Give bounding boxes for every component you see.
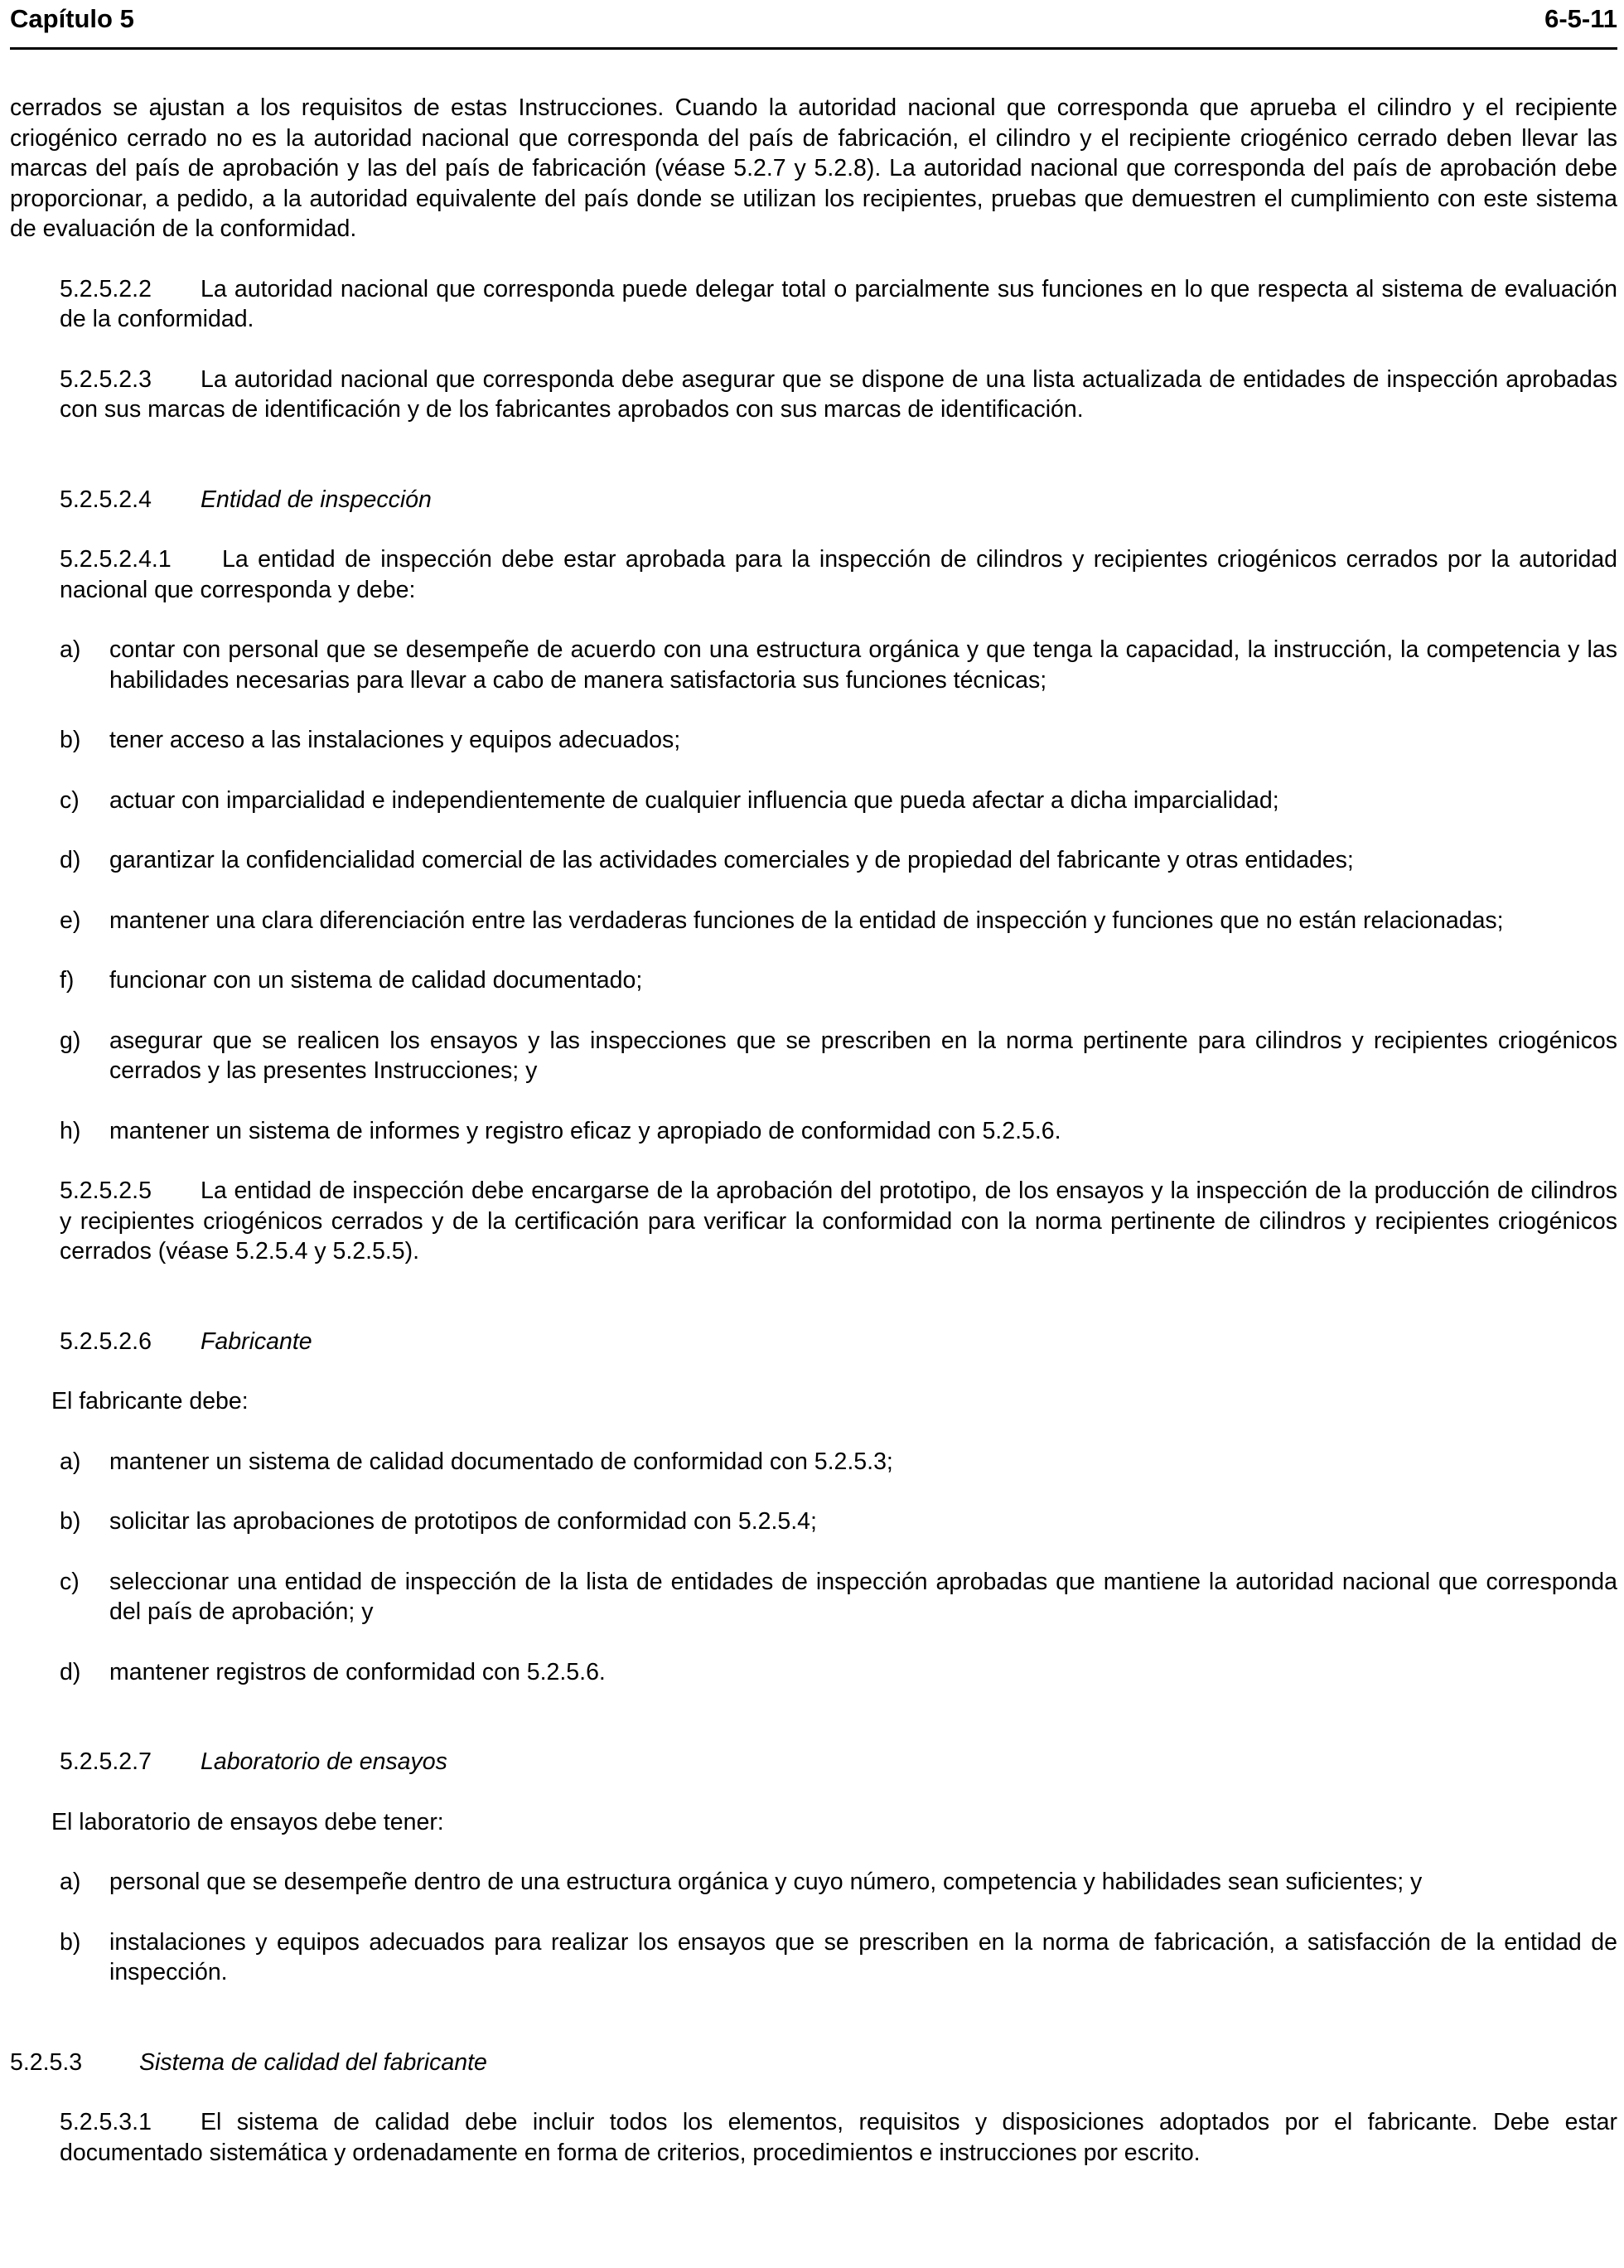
section-number: 5.2.5.2.7: [60, 1748, 152, 1775]
list-text: tener acceso a las instalaciones y equipos adecuados;: [109, 727, 681, 753]
paragraph-5-2-5-2-3: [10, 365, 1617, 425]
list-item: [10, 725, 1617, 756]
heading-5-2-5-2-4: [10, 485, 1617, 515]
section-number: 5.2.5.3: [10, 2048, 83, 2076]
list-item: [10, 1927, 1617, 1988]
list-label: g): [60, 1027, 81, 1054]
chapter-label: Capítulo 5: [10, 4, 134, 33]
list-item: [10, 786, 1617, 816]
section-number: 5.2.5.2.4: [60, 486, 152, 513]
list-item: [10, 965, 1617, 996]
list-label: b): [60, 1928, 81, 1956]
list-laboratory-requirements: [10, 1867, 1617, 1988]
list-label: a): [60, 1869, 81, 1895]
section-title: Entidad de inspección: [201, 486, 432, 513]
list-item: [10, 1567, 1617, 1627]
list-label: a): [60, 1448, 81, 1475]
list-item: [10, 1867, 1617, 1898]
list-text: mantener un sistema de calidad documentado de conformidad con 5.2.5.3;: [109, 1448, 893, 1475]
heading-5-2-5-3: [10, 2048, 1617, 2078]
list-label: f): [60, 967, 75, 994]
list-item: [10, 1447, 1617, 1477]
list-inspection-requirements: [10, 635, 1617, 1146]
paragraph-text: El sistema de calidad debe incluir todos los elementos, requisitos y disposiciones adoptados por el fabricante. Debe estar documentado sistemática y ordenadamente en forma de criterios, procedimientos e instrucciones por escrito.: [60, 2109, 1617, 2166]
heading-5-2-5-2-7: [10, 1747, 1617, 1777]
section-number: 5.2.5.2.2: [60, 275, 152, 302]
list-item: [10, 845, 1617, 876]
list-label: c): [60, 1568, 80, 1595]
list-label: e): [60, 907, 81, 934]
paragraph-5-2-5-2-4-1: [10, 544, 1617, 605]
list-text: actuar con imparcialidad e independientemente de cualquier influencia que pueda afectar a dicha imparcialidad;: [109, 786, 1279, 814]
section-number: 5.2.5.2.6: [60, 1327, 152, 1355]
list-label: b): [60, 727, 81, 753]
section-number: 5.2.5.2.4.1: [60, 546, 172, 573]
paragraph-5-2-5-2-5: [10, 1176, 1617, 1267]
list-item: [10, 1657, 1617, 1688]
list-item: [10, 1116, 1617, 1147]
list-text: solicitar las aprobaciones de prototipos de conformidad con 5.2.5.4;: [109, 1508, 817, 1535]
paragraph-5-2-5-3-1: [10, 2107, 1617, 2168]
intro-paragraph: cerrados se ajustan a los requisitos de estas Instrucciones. Cuando la autoridad nacional que corresponda que aprueba el cilindro y el recipiente criogénico cerrado no es la autoridad nacional que corresponda del país de fabricación, el cilindro y el recipiente criogénico cerrado deben llevar las marcas del país de aprobación y las del país de fabricación (véase 5.2.7 y 5.2.8). La autoridad nacional que corresponda del país de aprobación debe proporcionar, a pedido, a la autoridad equivalente del país donde se utilizan los recipientes, pruebas que demuestren el cumplimiento con este sistema de evaluación de la conformidad.: [10, 94, 1617, 242]
section-number: 5.2.5.2.5: [60, 1178, 152, 1204]
paragraph-text: La autoridad nacional que corresponda debe asegurar que se dispone de una lista actualizada de entidades de inspección aprobadas con sus marcas de identificación y de los fabricantes aprobados con sus marcas de identificación.: [60, 365, 1617, 423]
list-text: mantener un sistema de informes y registro eficaz y apropiado de conformidad con 5.2.5.6.: [109, 1117, 1061, 1144]
paragraph-text: La entidad de inspección debe estar aprobada para la inspección de cilindros y recipientes criogénicos cerrados por la autoridad nacional que corresponda y debe:: [60, 546, 1617, 603]
list-text: garantizar la confidencialidad comercial de las actividades comerciales y de propiedad del fabricante y otras entidades;: [109, 847, 1354, 873]
section-title: Fabricante: [201, 1327, 312, 1355]
paragraph-5-2-5-2-2: [10, 274, 1617, 335]
page-header: [10, 3, 1617, 36]
heading-5-2-5-2-6: [10, 1327, 1617, 1357]
list-text: mantener una clara diferenciación entre las verdaderas funciones de la entidad de inspección y funciones que no están relacionadas;: [109, 907, 1504, 934]
header-rule: [10, 47, 1617, 50]
section-number: 5.2.5.3.1: [60, 2109, 152, 2135]
document-body: [10, 93, 1617, 2168]
section-title: Laboratorio de ensayos: [201, 1748, 447, 1775]
manufacturer-intro: El fabricante debe:: [51, 1388, 249, 1414]
list-item: [10, 635, 1617, 695]
list-label: b): [60, 1508, 81, 1535]
list-manufacturer-duties: [10, 1447, 1617, 1688]
list-label: a): [60, 636, 81, 663]
paragraph-text: La entidad de inspección debe encargarse de la aprobación del prototipo, de los ensayos y la inspección de la producción de cilindros y recipientes criogénicos cerrados y de la certificación para verificar la conformidad con la norma pertinente de cilindros y recipientes criogénicos cerrados (véase 5.2.5.4 y 5.2.5.5).: [60, 1178, 1617, 1265]
section-number: 5.2.5.2.3: [60, 365, 152, 393]
list-item: [10, 906, 1617, 936]
list-item: [10, 1506, 1617, 1537]
list-label: c): [60, 786, 80, 814]
list-text: instalaciones y equipos adecuados para realizar los ensayos que se prescriben en la norma de fabricación, a satisfacción de la entidad de inspección.: [109, 1928, 1617, 1985]
section-title: Sistema de calidad del fabricante: [139, 2048, 487, 2076]
page-number: 6-5-11: [1544, 4, 1617, 33]
list-text: personal que se desempeñe dentro de una estructura orgánica y cuyo número, competencia y habilidades sean suficientes; y: [109, 1869, 1423, 1895]
list-text: mantener registros de conformidad con 5.2.5.6.: [109, 1658, 606, 1685]
list-item: [10, 1026, 1617, 1086]
list-text: contar con personal que se desempeñe de acuerdo con una estructura orgánica y que tenga la capacidad, la instrucción, la competencia y las habilidades necesarias para llevar a cabo de manera satisfactoria sus funciones técnicas;: [109, 636, 1617, 694]
paragraph-text: La autoridad nacional que corresponda puede delegar total o parcialmente sus funciones en lo que respecta al sistema de evaluación de la conformidad.: [60, 275, 1617, 332]
list-text: seleccionar una entidad de inspección de la lista de entidades de inspección aprobadas que mantiene la autoridad nacional que corresponda del país de aprobación; y: [109, 1568, 1617, 1625]
laboratory-intro: El laboratorio de ensayos debe tener:: [51, 1808, 444, 1835]
list-label: d): [60, 847, 81, 873]
list-label: h): [60, 1117, 81, 1144]
list-text: asegurar que se realicen los ensayos y las inspecciones que se prescriben en la norma pertinente para cilindros y recipientes criogénicos cerrados y las presentes Instrucciones; y: [109, 1027, 1617, 1084]
list-text: funcionar con un sistema de calidad documentado;: [109, 967, 643, 994]
list-label: d): [60, 1658, 81, 1685]
